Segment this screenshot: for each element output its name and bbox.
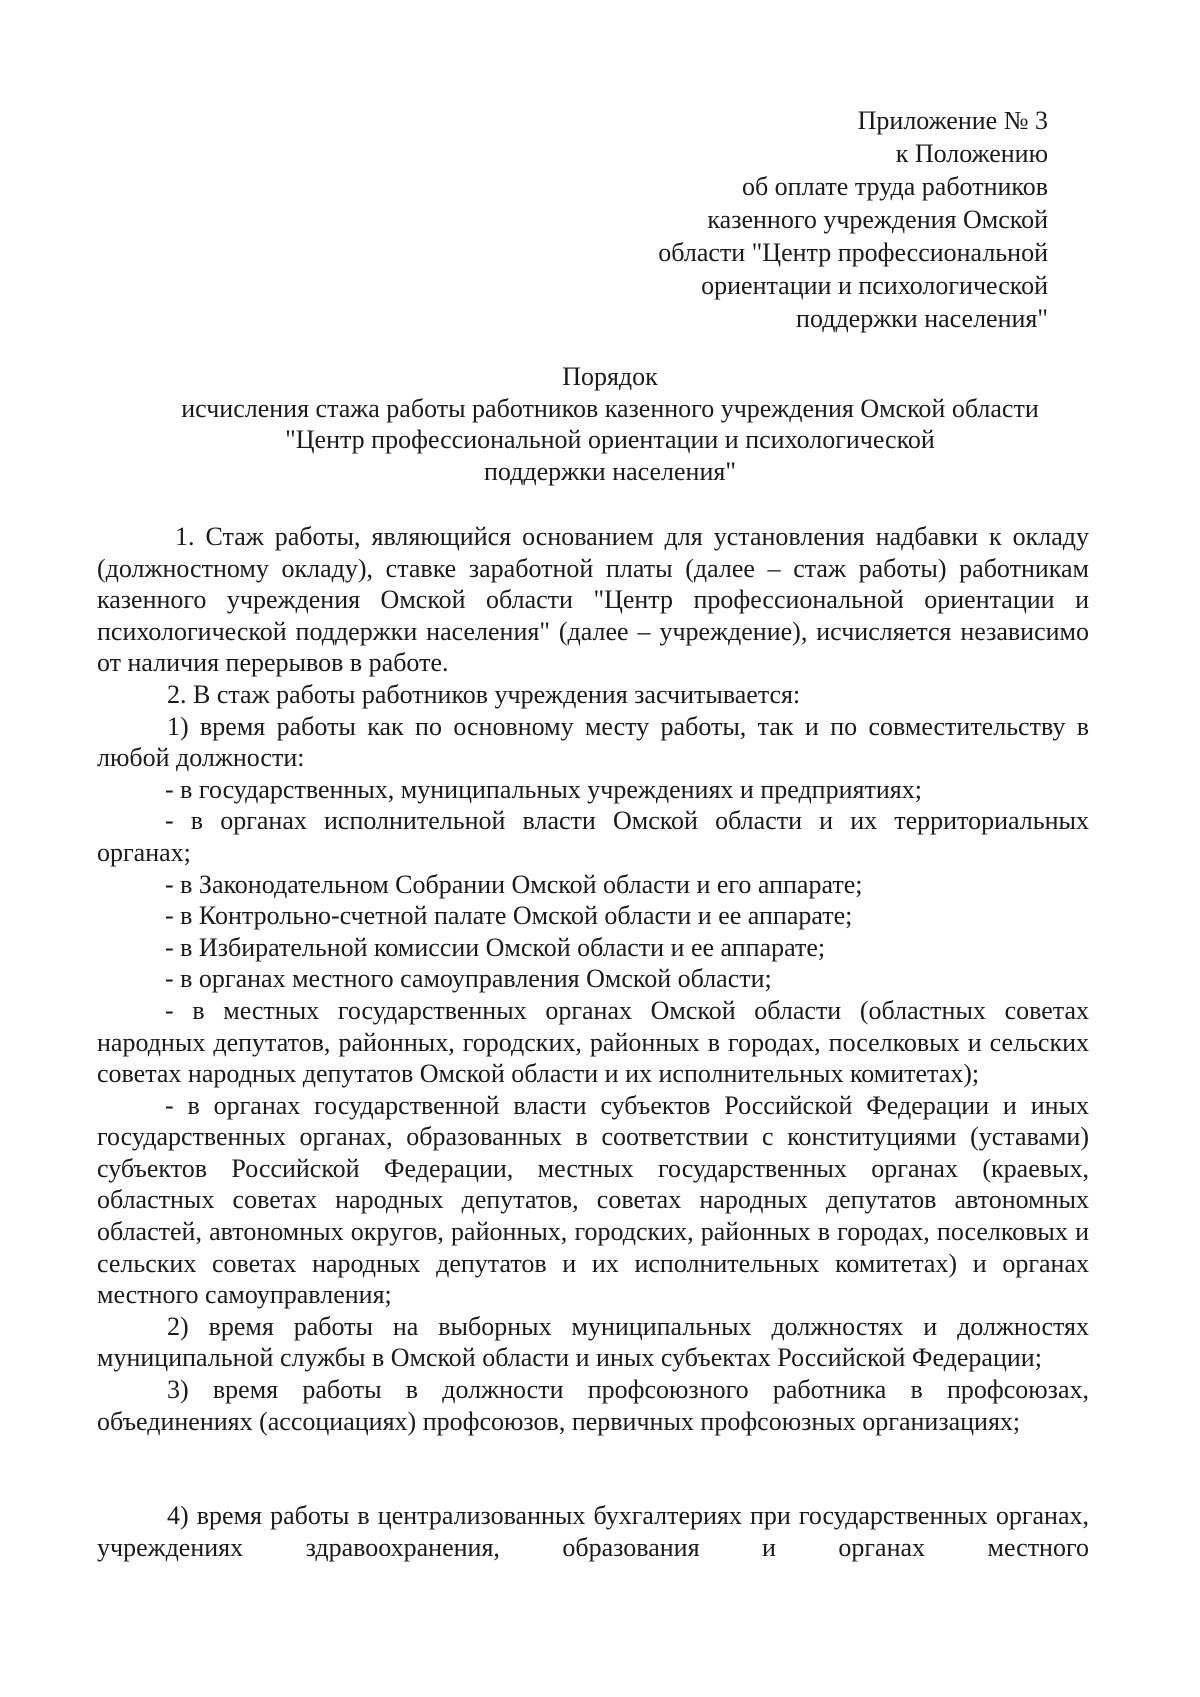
title-line: "Центр профессиональной ориентации и психологической xyxy=(285,425,935,454)
paragraph-1: 1. Стаж работы, являющийся основанием для установления надбавки к окладу (должностному окладу), ставке заработной платы (далее – стаж работы) работникам казенного учреждения Омской области "Центр профессиональной ориентации и психологической поддержки населения" (далее – учреждение), исчисляется независимо от наличия перерывов в работе. xyxy=(97,522,1089,678)
title-line: поддержки населения" xyxy=(484,456,736,486)
appendix-line: области "Центр профессиональной xyxy=(658,238,1048,267)
title-line: исчисления стажа работы работников казенного учреждения Омской области xyxy=(181,393,1039,423)
appendix-line: об оплате труда работников xyxy=(741,172,1048,201)
list-item: - в органах государственной власти субъектов Российской Федерации и иных государственных органах, образованных в соответствии с конституциями (уставами) субъектов Российской Федерации, местных государственных органах (краевых, областных советах народных депутатов, советах народных депутатов автономных областей, автономных округов, районных, городских, районных в городах, поселковых и сельских советах народных депутатов и их исполнительных комитетах) и органах местного самоуправления; xyxy=(97,1090,1089,1310)
appendix-line: казенного учреждения Омской xyxy=(707,205,1048,234)
appendix-line: поддержки населения" xyxy=(796,304,1048,333)
item-2: 2) время работы на выборных муниципальных должностях и должностях муниципальной службы в Омской области и иных субъектах Российской Федерации; xyxy=(97,1311,1089,1373)
appendix-line: Приложение № 3 xyxy=(857,106,1048,135)
appendix-line: ориентации и психологической xyxy=(701,271,1048,300)
appendix-line: к Положению xyxy=(895,139,1048,168)
document-body xyxy=(97,521,1089,1437)
item-1: 1) время работы как по основному месту работы, так и по совместительству в любой должности: xyxy=(97,711,1089,773)
list-item: - в органах исполнительной власти Омской области и их территориальных органах; xyxy=(97,806,1089,867)
list-item: - в Избирательной комиссии Омской области и ее аппарате; xyxy=(165,932,826,962)
item-4: 4) время работы в централизованных бухгалтериях при государственных органах, учреждениях здравоохранения, образования и органах местного xyxy=(97,1501,1089,1562)
list-item: - в Законодательном Собрании Омской области и его аппарате; xyxy=(165,869,863,899)
list-item: - в Контрольно-счетной палате Омской области и ее аппарате; xyxy=(165,901,853,931)
list-item: - в органах местного самоуправления Омской области; xyxy=(165,964,772,994)
title-heading: Порядок xyxy=(562,362,658,391)
list-item: - в местных государственных органах Омской области (областных советах народных депутатов, районных, городских, районных в городах, поселковых и сельских советах народных депутатов Омской области и их исполнительных комитетах); xyxy=(97,995,1089,1089)
item-3: 3) время работы в должности профсоюзного работника в профсоюзах, объединениях (ассоциациях) профсоюзов, первичных профсоюзных организациях; xyxy=(97,1375,1089,1436)
appendix-header xyxy=(658,104,1048,335)
list-item: - в государственных, муниципальных учреждениях и предприятиях; xyxy=(165,774,922,804)
document-title xyxy=(150,361,1070,487)
paragraph-2: 2. В стаж работы работников учреждения засчитывается: xyxy=(167,679,801,709)
